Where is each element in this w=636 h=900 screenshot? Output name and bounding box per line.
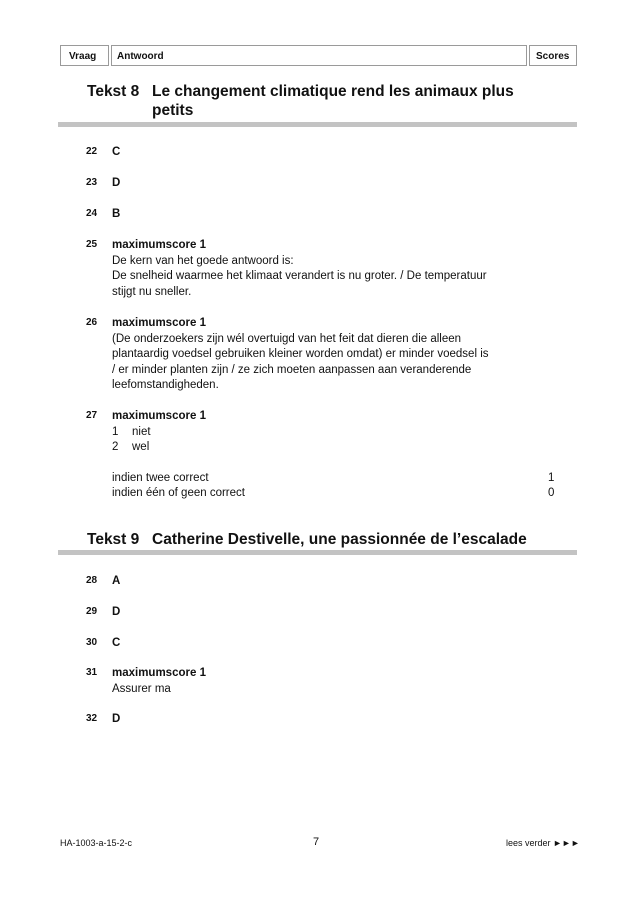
section-number: Tekst 8 bbox=[87, 83, 140, 100]
answer: D bbox=[112, 177, 121, 189]
scoring-points: 1 bbox=[548, 472, 555, 484]
section-number: Tekst 9 bbox=[87, 531, 140, 548]
question-number: 32 bbox=[86, 713, 98, 724]
answer: C bbox=[112, 637, 121, 649]
question-number: 22 bbox=[86, 146, 98, 157]
list-item bbox=[112, 440, 532, 456]
section-heading: Le changement climatique rend les animaux plus petits bbox=[152, 83, 514, 119]
question-number: 27 bbox=[86, 410, 98, 421]
maximumscore-label: maximumscore 1 bbox=[112, 317, 206, 329]
header-antwoord: Antwoord bbox=[111, 45, 527, 66]
answer-line: De snelheid waarmee het klimaat verandert is nu groter. / De temperatuur bbox=[112, 270, 487, 282]
section-heading: Catherine Destivelle, une passionnée de l’escalade bbox=[152, 531, 527, 548]
scoring-row bbox=[112, 486, 557, 502]
scoring-condition: indien twee correct bbox=[112, 472, 209, 484]
item-number: 2 bbox=[112, 441, 119, 453]
question-number: 25 bbox=[86, 239, 98, 250]
scoring-row bbox=[112, 471, 557, 487]
maximumscore-label: maximumscore 1 bbox=[112, 410, 206, 422]
question-number: 29 bbox=[86, 606, 98, 617]
answer-line: / er minder planten zijn / ze zich moeten aanpassen aan veranderende bbox=[112, 363, 472, 376]
answer-line: plantaardig voedsel gebruiken kleiner worden omdat) er minder voedsel is bbox=[112, 348, 489, 360]
answer: A bbox=[112, 575, 121, 587]
item-text: niet bbox=[132, 425, 151, 438]
answer-line: stijgt nu sneller. bbox=[112, 285, 192, 298]
question-number: 24 bbox=[86, 208, 98, 219]
question-number: 26 bbox=[86, 317, 98, 328]
question-number: 31 bbox=[86, 667, 98, 678]
question-number: 28 bbox=[86, 575, 98, 586]
answer: B bbox=[112, 208, 121, 220]
section-divider bbox=[58, 550, 577, 555]
answer: C bbox=[112, 146, 121, 158]
answer: D bbox=[112, 606, 121, 618]
answer-line: Assurer ma bbox=[112, 682, 171, 695]
header-vraag: Vraag bbox=[60, 45, 109, 66]
answer-block bbox=[112, 238, 532, 300]
item-text: wel bbox=[132, 441, 150, 453]
answer-line: De kern van het goede antwoord is: bbox=[112, 254, 294, 267]
answer-line: (De onderzoekers zijn wél overtuigd van het feit dat dieren die alleen bbox=[112, 332, 462, 345]
answer-block bbox=[112, 316, 532, 394]
lees-verder: lees verder ►►► bbox=[506, 838, 580, 848]
maximumscore-label: maximumscore 1 bbox=[112, 239, 206, 251]
item-number: 1 bbox=[112, 425, 119, 438]
question-number: 30 bbox=[86, 637, 98, 648]
page-number: 7 bbox=[313, 836, 320, 848]
answer: D bbox=[112, 713, 121, 725]
maximumscore-label: maximumscore 1 bbox=[112, 667, 206, 679]
section-divider bbox=[58, 122, 577, 127]
footer-code: HA-1003-a-15-2-c bbox=[60, 838, 133, 848]
answer-block bbox=[112, 666, 532, 697]
scoring-condition: indien één of geen correct bbox=[112, 487, 245, 499]
scoring-points: 0 bbox=[548, 487, 555, 499]
header-scores: Scores bbox=[529, 45, 577, 66]
question-number: 23 bbox=[86, 177, 98, 188]
answer-block bbox=[112, 409, 532, 456]
list-item bbox=[112, 425, 532, 441]
answer-line: leefomstandigheden. bbox=[112, 379, 219, 391]
